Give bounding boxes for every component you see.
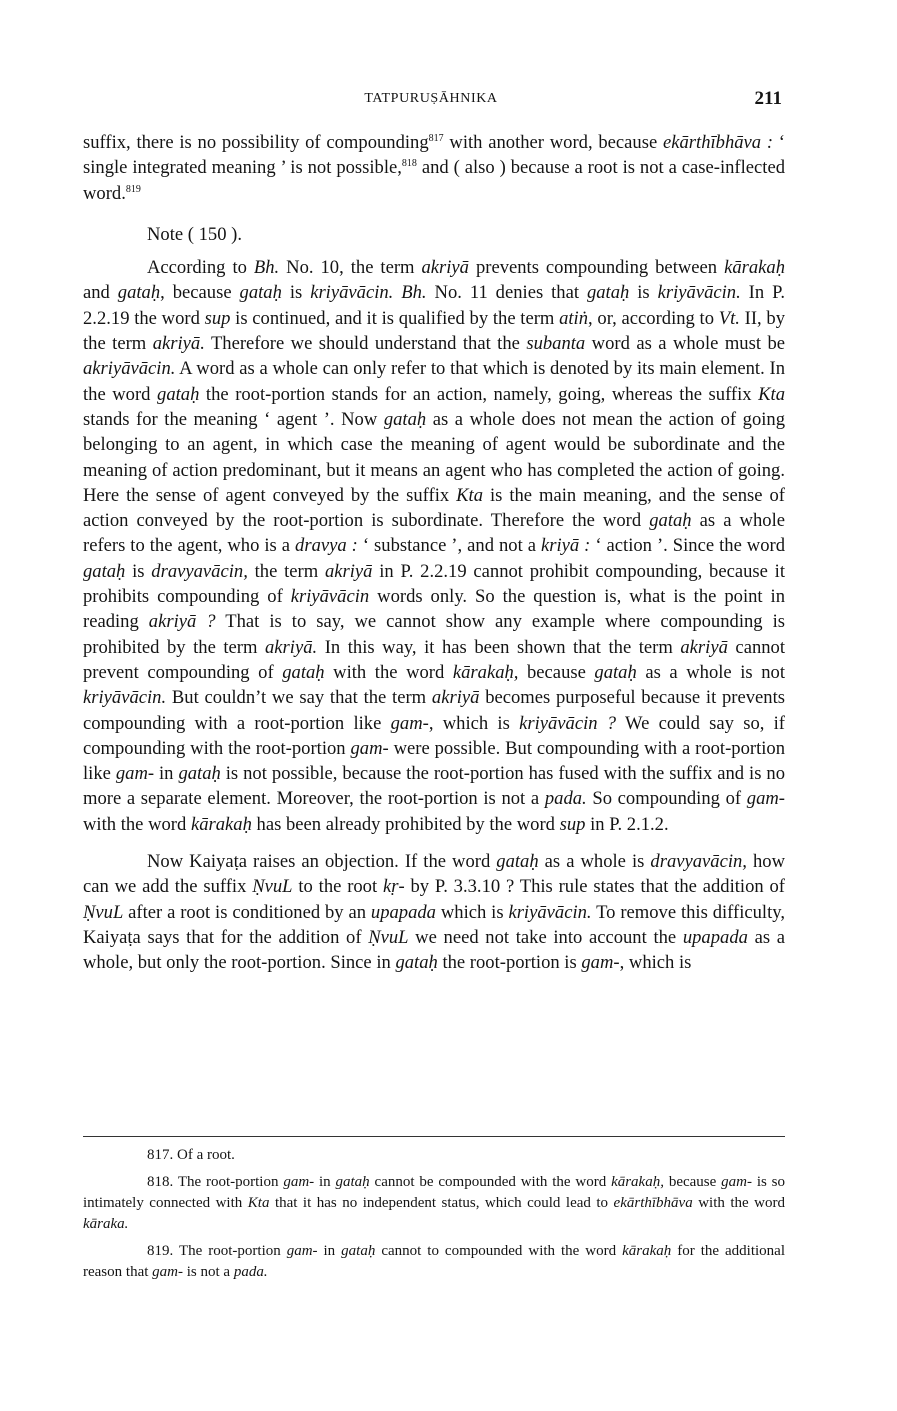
text-span: is continued, and it is qualified by the term [230,307,560,329]
text-span: Now Kaiyaṭa raises an objection. If the word [147,851,497,873]
italic-term: kārakaḥ [190,813,252,835]
text-span: is so intimately connected with [83,1174,786,1211]
text-span: , which is [428,712,520,734]
italic-term: subanta [526,333,586,355]
text-span: To remove this difficulty, Kaiyaṭa says that for the addition of [83,901,785,948]
text-span: in P. 2.1.2. [585,813,669,835]
footnote-divider [83,1136,785,1137]
italic-term: gam- [721,1174,752,1190]
italic-term: kriyāvācin. [508,901,592,923]
footnote-ref-818: 818 [401,158,417,170]
text-span: after a root is conditioned by an [123,901,371,923]
text-span: has been already prohibited by the word [251,813,560,835]
italic-term: gataḥ [395,952,438,974]
text-span: II, by the term [83,307,785,355]
italic-term: gataḥ [586,282,630,304]
italic-term: kārakaḥ, [452,661,519,683]
text-span: is [281,282,311,304]
italic-term: Kta [247,1195,270,1211]
footnote-818 [83,1172,785,1235]
text-span: were possible. But compounding with a root-portion like [83,737,785,785]
italic-term: gataḥ [383,408,427,430]
italic-term: akriyā ? [148,611,216,633]
italic-term: kārakaḥ [622,1243,672,1259]
italic-term: kāraka. [83,1216,129,1232]
text-span: is the main meaning, and the sense of action conveyed by the root-portion is subordinate. Therefore the word [83,484,785,532]
italic-term: pada. [233,1264,268,1280]
text-span: which is [435,901,509,923]
text-span: No. 11 denies that [426,282,587,304]
text-span: cannot be compounded with the word [369,1174,612,1190]
italic-term: akriyā [421,257,469,279]
running-head: TATPURUṢĀHNIKA [364,91,498,106]
italic-term: kārakaḥ [724,257,785,279]
italic-term: gam- [283,1174,315,1190]
text-span: cannot to compounded with the word [375,1243,623,1259]
paragraph-kaiyata-objection [83,849,785,975]
italic-term: sup [559,813,586,835]
text-span: We could say so, if compounding with the root-portion [83,712,786,759]
text-span: 819. [147,1243,174,1259]
italic-term: Kta [456,484,483,506]
italic-term: gataḥ [239,282,282,304]
text-span: 817. [147,1147,174,1163]
text-span: with another word, because [443,132,663,153]
text-span: is not a [182,1264,234,1280]
page-header [80,88,782,112]
italic-term: akriyā. [152,333,205,355]
italic-term: gam- [115,763,155,785]
italic-term: gam- [350,737,389,759]
italic-term: dravyavācin, [650,851,747,873]
text-span: words only. So the question is, what is the point in reading [83,586,785,633]
text-span: and [83,282,118,304]
italic-term: gam- [581,952,620,974]
italic-term: gam- [746,788,785,810]
footnote-ref-817: 817 [428,133,444,144]
italic-term: akriyā. [265,636,318,658]
italic-term: kriyāvācin. [83,687,167,709]
text-span: because [663,1174,722,1190]
text-span: Therefore we should understand that the [204,333,527,355]
italic-term: gataḥ [178,763,221,785]
text-span: with the word [692,1195,785,1211]
italic-term: ṆvuL [252,876,293,898]
italic-term: ekārthībhāva [613,1195,693,1211]
note-heading: Note ( 150 ). [147,223,243,245]
text-span: as a whole, but only the root-portion. Since in [83,926,785,974]
italic-term: upapada [682,926,748,948]
italic-term: gataḥ [157,383,200,405]
italic-term: Vt. [718,307,740,329]
text-span: in [154,763,179,785]
text-span: In this way, it has been shown that the term [317,636,681,658]
italic-term: gam- [286,1243,318,1259]
text-span: ‘ single integrated meaning ’ is not possible, [83,132,785,179]
italic-term: kriyāvācin ? [519,712,617,734]
text-span: with the word [324,661,453,683]
text-span: as a whole refers to the agent, who is a [83,510,785,557]
text-span: to the root [292,876,383,898]
text-span: is [629,282,658,304]
footnotes [83,1145,785,1289]
text-span: But couldn’t we say that the term [166,687,432,709]
text-span: as a whole is not [636,661,785,683]
italic-term: akriyāvācin. [83,358,176,380]
italic-term: akriyā [680,636,728,658]
text-span: for the additional reason that [83,1243,785,1280]
text-span: because [518,661,595,683]
text-span: stands for the meaning ‘ agent ’. Now [83,408,384,430]
italic-term: atiṅ [559,307,589,329]
page-number: 211 [754,88,782,109]
text-span: the root-portion is [437,952,582,974]
italic-term: gataḥ [335,1174,370,1190]
italic-term: akriyā [431,687,480,709]
italic-term: kārakaḥ, [611,1174,664,1190]
text-span: word as a whole must be [585,333,785,355]
italic-term: kriyāvācin. [310,282,394,304]
italic-term: pada. [544,788,587,810]
italic-term: Bh. [401,282,427,304]
italic-term: dravya : [295,535,358,557]
text-span: in [314,1174,336,1190]
italic-term: akriyā [324,560,373,582]
italic-term: ṆvuL [368,926,409,948]
sanskrit-term: ekārthībhāva : [662,132,774,153]
text-span: suffix, there is no possibility of compounding [83,132,429,153]
italic-term: gataḥ [594,661,637,683]
italic-term: gataḥ [341,1243,376,1259]
text-span: , or, according to [588,307,719,329]
text-span: as a whole is [538,851,651,873]
italic-term: gataḥ [117,282,161,304]
text-span: , because [160,282,240,304]
text-span: prevents compounding between [468,257,725,279]
italic-term: gataḥ [83,560,126,582]
text-span: how can we add the suffix [83,851,786,898]
italic-term: ṆvuL [83,901,124,923]
footnote-817 [83,1145,785,1166]
text-span: cannot prevent compounding of [83,636,785,683]
text-span: by P. 3.3.10 ? This rule states that the addition of [404,876,785,898]
text-span: the term [247,560,325,582]
text-span: The root-portion [173,1243,287,1259]
text-span: as a whole does not mean the action of going belonging to an agent, in which case the meaning of agent would be subordinate and the meaning of action predominant, but it means an agent who has completed the action of going. Here the sense of agent conveyed by the suffix [83,408,786,506]
text-span: , which is [619,952,692,974]
italic-term: gam- [152,1264,183,1280]
paragraph-continuation [83,130,785,206]
text-span: with the word [83,813,191,835]
text-span: So compounding of [586,788,747,810]
footnote-ref-819: 819 [125,183,141,195]
text-span: that it has no independent status, which could lead to [269,1195,614,1211]
text-span: ‘ action ’. Since the word [590,535,786,557]
footnote-819 [83,1241,785,1283]
italic-term: gataḥ [649,510,692,532]
text-span: in [317,1243,342,1259]
italic-term: gataḥ [282,661,325,683]
italic-term: upapada [370,901,436,923]
text-span: 818. [147,1174,174,1190]
text-span: and ( also ) because a root is not a case-inflected word. [83,157,785,204]
paragraph-note-150 [83,255,785,837]
text-span: becomes purposeful because it prevents compounding with a root-portion like [83,687,785,734]
italic-term: gataḥ [496,851,539,873]
italic-term: kriyāvācin. [657,282,741,304]
text-span: the root-portion stands for an action, namely, going, whereas the suffix [199,383,759,405]
text-span: Of a root. [173,1147,235,1163]
paragraph-gap [83,837,785,849]
text-span: is not possible, because the root-portion has fused with the suffix and is no more a separate element. Moreover, the root-portion is not a [83,763,786,810]
text-span: The root-portion [173,1174,284,1190]
text-span: According to [147,257,254,279]
text-span: No. 10, the term [279,257,422,279]
italic-term: kriyāvācin [290,586,370,608]
italic-term: sup [204,307,231,329]
italic-term: kṛ- [382,876,405,898]
text-span: is [125,560,152,582]
body-text [83,130,785,976]
italic-term: kriyā : [540,535,591,557]
text-span: in P. 2.2.19 cannot prohibit compounding, because it prohibits compounding of [83,560,785,608]
italic-term: Kta [758,383,785,405]
text-span: That is to say, we cannot show any example where compounding is prohibited by the term [83,611,785,658]
text-span: ‘ substance ’, and not a [357,535,541,557]
text-span: we need not take into account the [408,926,683,948]
italic-term: gam- [390,712,429,734]
italic-term: Bh. [253,257,280,279]
text-span: A word as a whole can only refer to that which is denoted by its main element. In the word [83,358,785,405]
text-span: In P. 2.2.19 the word [83,282,786,329]
italic-term: dravyavācin, [151,560,248,582]
